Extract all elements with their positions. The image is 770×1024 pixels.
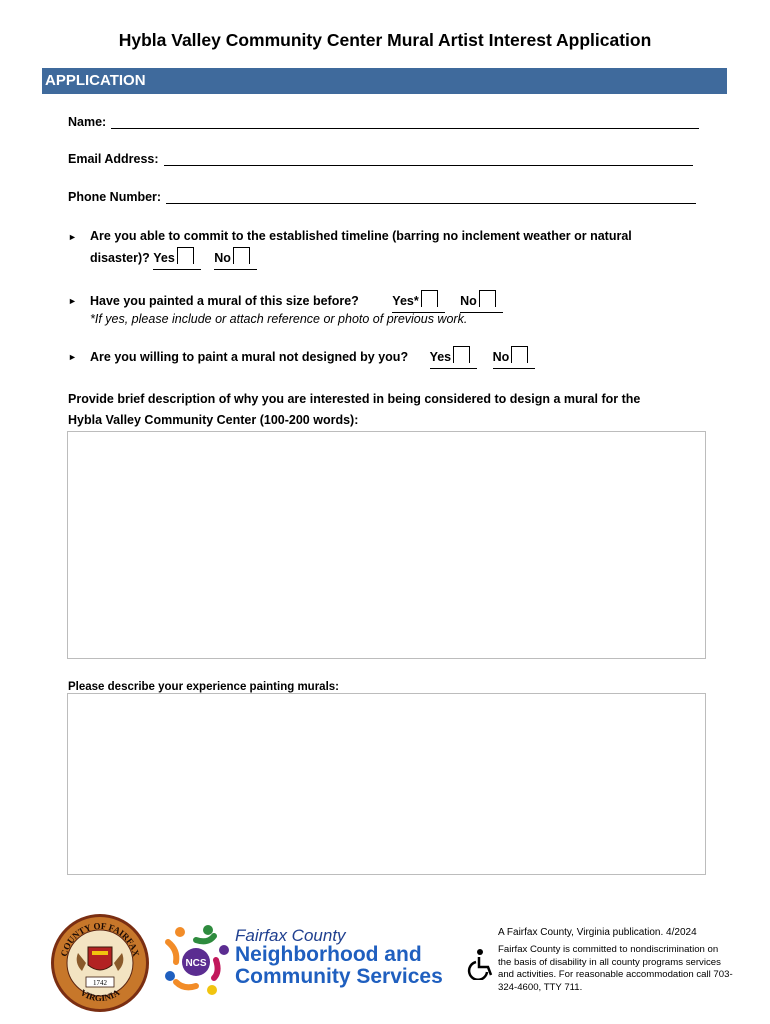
email-label: Email Address:	[68, 152, 159, 166]
ncs-logo-county: Fairfax County	[235, 926, 346, 945]
wheelchair-accessibility-icon	[466, 948, 496, 980]
phone-input-line[interactable]	[166, 190, 696, 204]
phone-field[interactable]	[68, 190, 696, 204]
description-prompt	[68, 389, 640, 431]
design-yes-label: Yes	[429, 350, 452, 364]
county-seal-logo	[50, 913, 150, 1013]
name-input-line[interactable]	[111, 115, 699, 129]
question-timeline-line2	[90, 247, 632, 270]
painted-yes-checkbox[interactable]	[421, 290, 438, 307]
timeline-no-checkbox[interactable]	[233, 247, 250, 264]
nondiscrimination-statement: Fairfax County is committed to nondiscrimination on the basis of disability in all county programs services and activities. For reasonable accommodation call 703-324-4600, TTY 711.	[498, 944, 733, 993]
question-timeline-line1: Are you able to commit to the established timeline (barring no inclement weather or natural	[90, 229, 632, 243]
email-field[interactable]	[68, 152, 693, 166]
question-timeline	[90, 226, 632, 270]
name-label: Name:	[68, 115, 107, 129]
description-prompt-line1: Provide brief description of why you are interested in being considered to design a mural for the	[68, 392, 641, 406]
description-prompt-line2: Hybla Valley Community Center (100-200 words):	[68, 413, 359, 427]
question-not-designed-text: Are you willing to paint a mural not designed by you?	[90, 350, 409, 364]
seal-bottom-text: VIRGINIA	[78, 987, 122, 1004]
publication-note: A Fairfax County, Virginia publication. 4/2024	[498, 927, 697, 938]
name-field[interactable]	[68, 115, 699, 129]
section-header: APPLICATION	[42, 68, 727, 94]
bullet-arrow-icon: ►	[68, 232, 77, 242]
bullet-arrow-icon: ►	[68, 296, 77, 306]
experience-prompt: Please describe your experience painting murals:	[68, 681, 339, 693]
design-yes-option[interactable]	[430, 346, 478, 369]
design-no-checkbox[interactable]	[511, 346, 528, 363]
painted-no-label: No	[460, 294, 477, 308]
description-textarea[interactable]	[67, 431, 706, 659]
question-not-designed	[90, 346, 535, 369]
seal-year: 1742	[93, 979, 107, 987]
design-yes-checkbox[interactable]	[453, 346, 470, 363]
ncs-logo-line2: Community Services	[235, 965, 443, 988]
design-no-option[interactable]	[493, 346, 536, 369]
seal-top-text: COUNTY OF FAIRFAX	[58, 920, 142, 958]
reference-note: *If yes, please include or attach reference or photo of previous work.	[90, 312, 468, 326]
painted-yes-option[interactable]	[392, 290, 444, 313]
question-painted-before-text: Have you painted a mural of this size before?	[90, 294, 359, 308]
timeline-yes-label: Yes	[153, 251, 175, 265]
question-painted-before	[90, 290, 503, 313]
experience-textarea[interactable]	[67, 693, 706, 875]
email-input-line[interactable]	[164, 152, 693, 166]
painted-no-option[interactable]	[460, 290, 503, 313]
design-no-label: No	[492, 350, 510, 364]
question-timeline-text: disaster)?	[90, 251, 150, 265]
timeline-no-option[interactable]	[214, 247, 257, 270]
page-title: Hybla Valley Community Center Mural Artist Interest Application	[118, 30, 652, 50]
bullet-arrow-icon: ►	[68, 352, 77, 362]
phone-label: Phone Number:	[68, 190, 162, 204]
painted-yes-label: Yes*	[392, 294, 419, 308]
timeline-yes-option[interactable]	[153, 247, 201, 270]
ncs-logo-line1: Neighborhood and	[235, 943, 422, 966]
painted-no-checkbox[interactable]	[479, 290, 496, 307]
timeline-no-label: No	[214, 251, 231, 265]
timeline-yes-checkbox[interactable]	[177, 247, 194, 264]
ncs-badge-text: NCS	[185, 958, 207, 969]
